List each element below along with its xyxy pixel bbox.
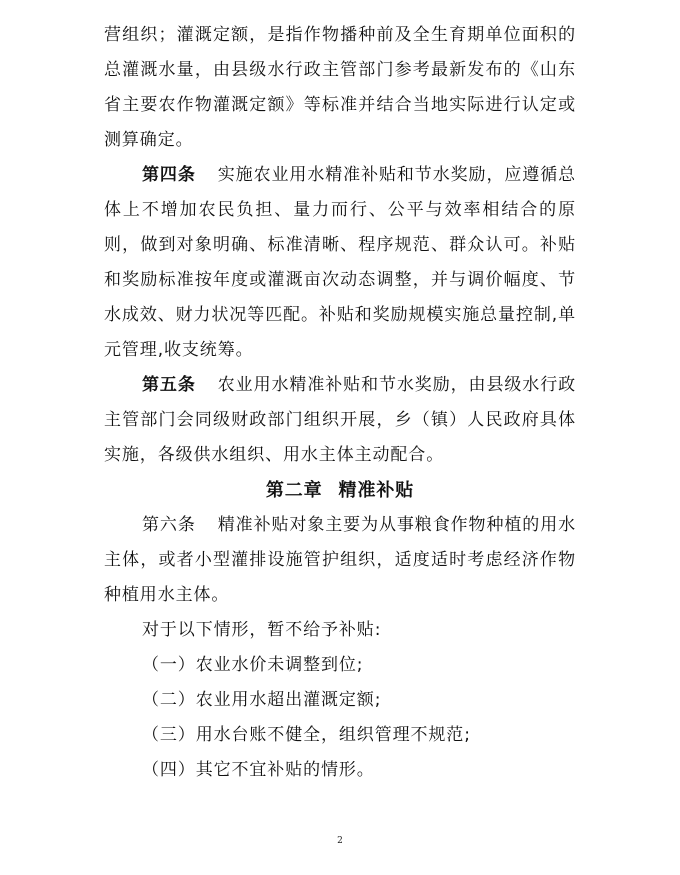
exclusion-item: （一）农业水价未调整到位;: [142, 655, 364, 675]
article-5: [104, 368, 576, 473]
chapter-number: 第二章: [265, 480, 323, 501]
chapter-title: 精准补贴: [338, 480, 415, 501]
exclusion-item: （二）农业用水超出灌溉定额;: [142, 690, 382, 710]
page-number: 2: [337, 836, 343, 846]
exclusion-item: （三）用水台账不健全，组织管理不规范;: [142, 725, 471, 745]
article-6: [104, 508, 576, 613]
chapter-heading: [104, 473, 576, 508]
article-6-number: 第六条: [142, 515, 196, 535]
article-4: [104, 158, 576, 368]
paragraph-continuation: 营组织；灌溉定额，是指作物播种前及全生育期单位面积的总灌溉水量，由县级水行政主管部门参考最新发布的《山东省主要农作物灌溉定额》等标准并结合当地实际进行认定或测算确定。: [104, 25, 576, 150]
article-6-text: 精准补贴对象主要为从事粮食作物种植的用水主体，或者小型灌排设施管护组织，适度适时考虑经济作物种植用水主体。: [104, 515, 577, 605]
article-5-text: 农业用水精准补贴和节水奖励，由县级水行政主管部门会同级财政部门组织开展，乡（镇）人民政府具体实施，各级供水组织、用水主体主动配合。: [104, 375, 577, 465]
document-body: [104, 18, 576, 788]
exclusions-intro: 对于以下情形，暂不给予补贴:: [142, 620, 382, 640]
article-4-text: 实施农业用水精准补贴和节水奖励，应遵循总体上不增加农民负担、量力而行、公平与效率相结合的原则，做到对象明确、标准清晰、程序规范、群众认可。补贴和奖励标准按年度或灌溉亩次动态调整，并与调价幅度、节水成效、财力状况等匹配。补贴和奖励规模实施总量控制,单元管理,收支统筹。: [104, 165, 577, 360]
article-4-number: 第四条: [142, 165, 196, 185]
article-5-number: 第五条: [142, 375, 196, 395]
exclusion-item: （四）其它不宜补贴的情形。: [142, 760, 375, 780]
